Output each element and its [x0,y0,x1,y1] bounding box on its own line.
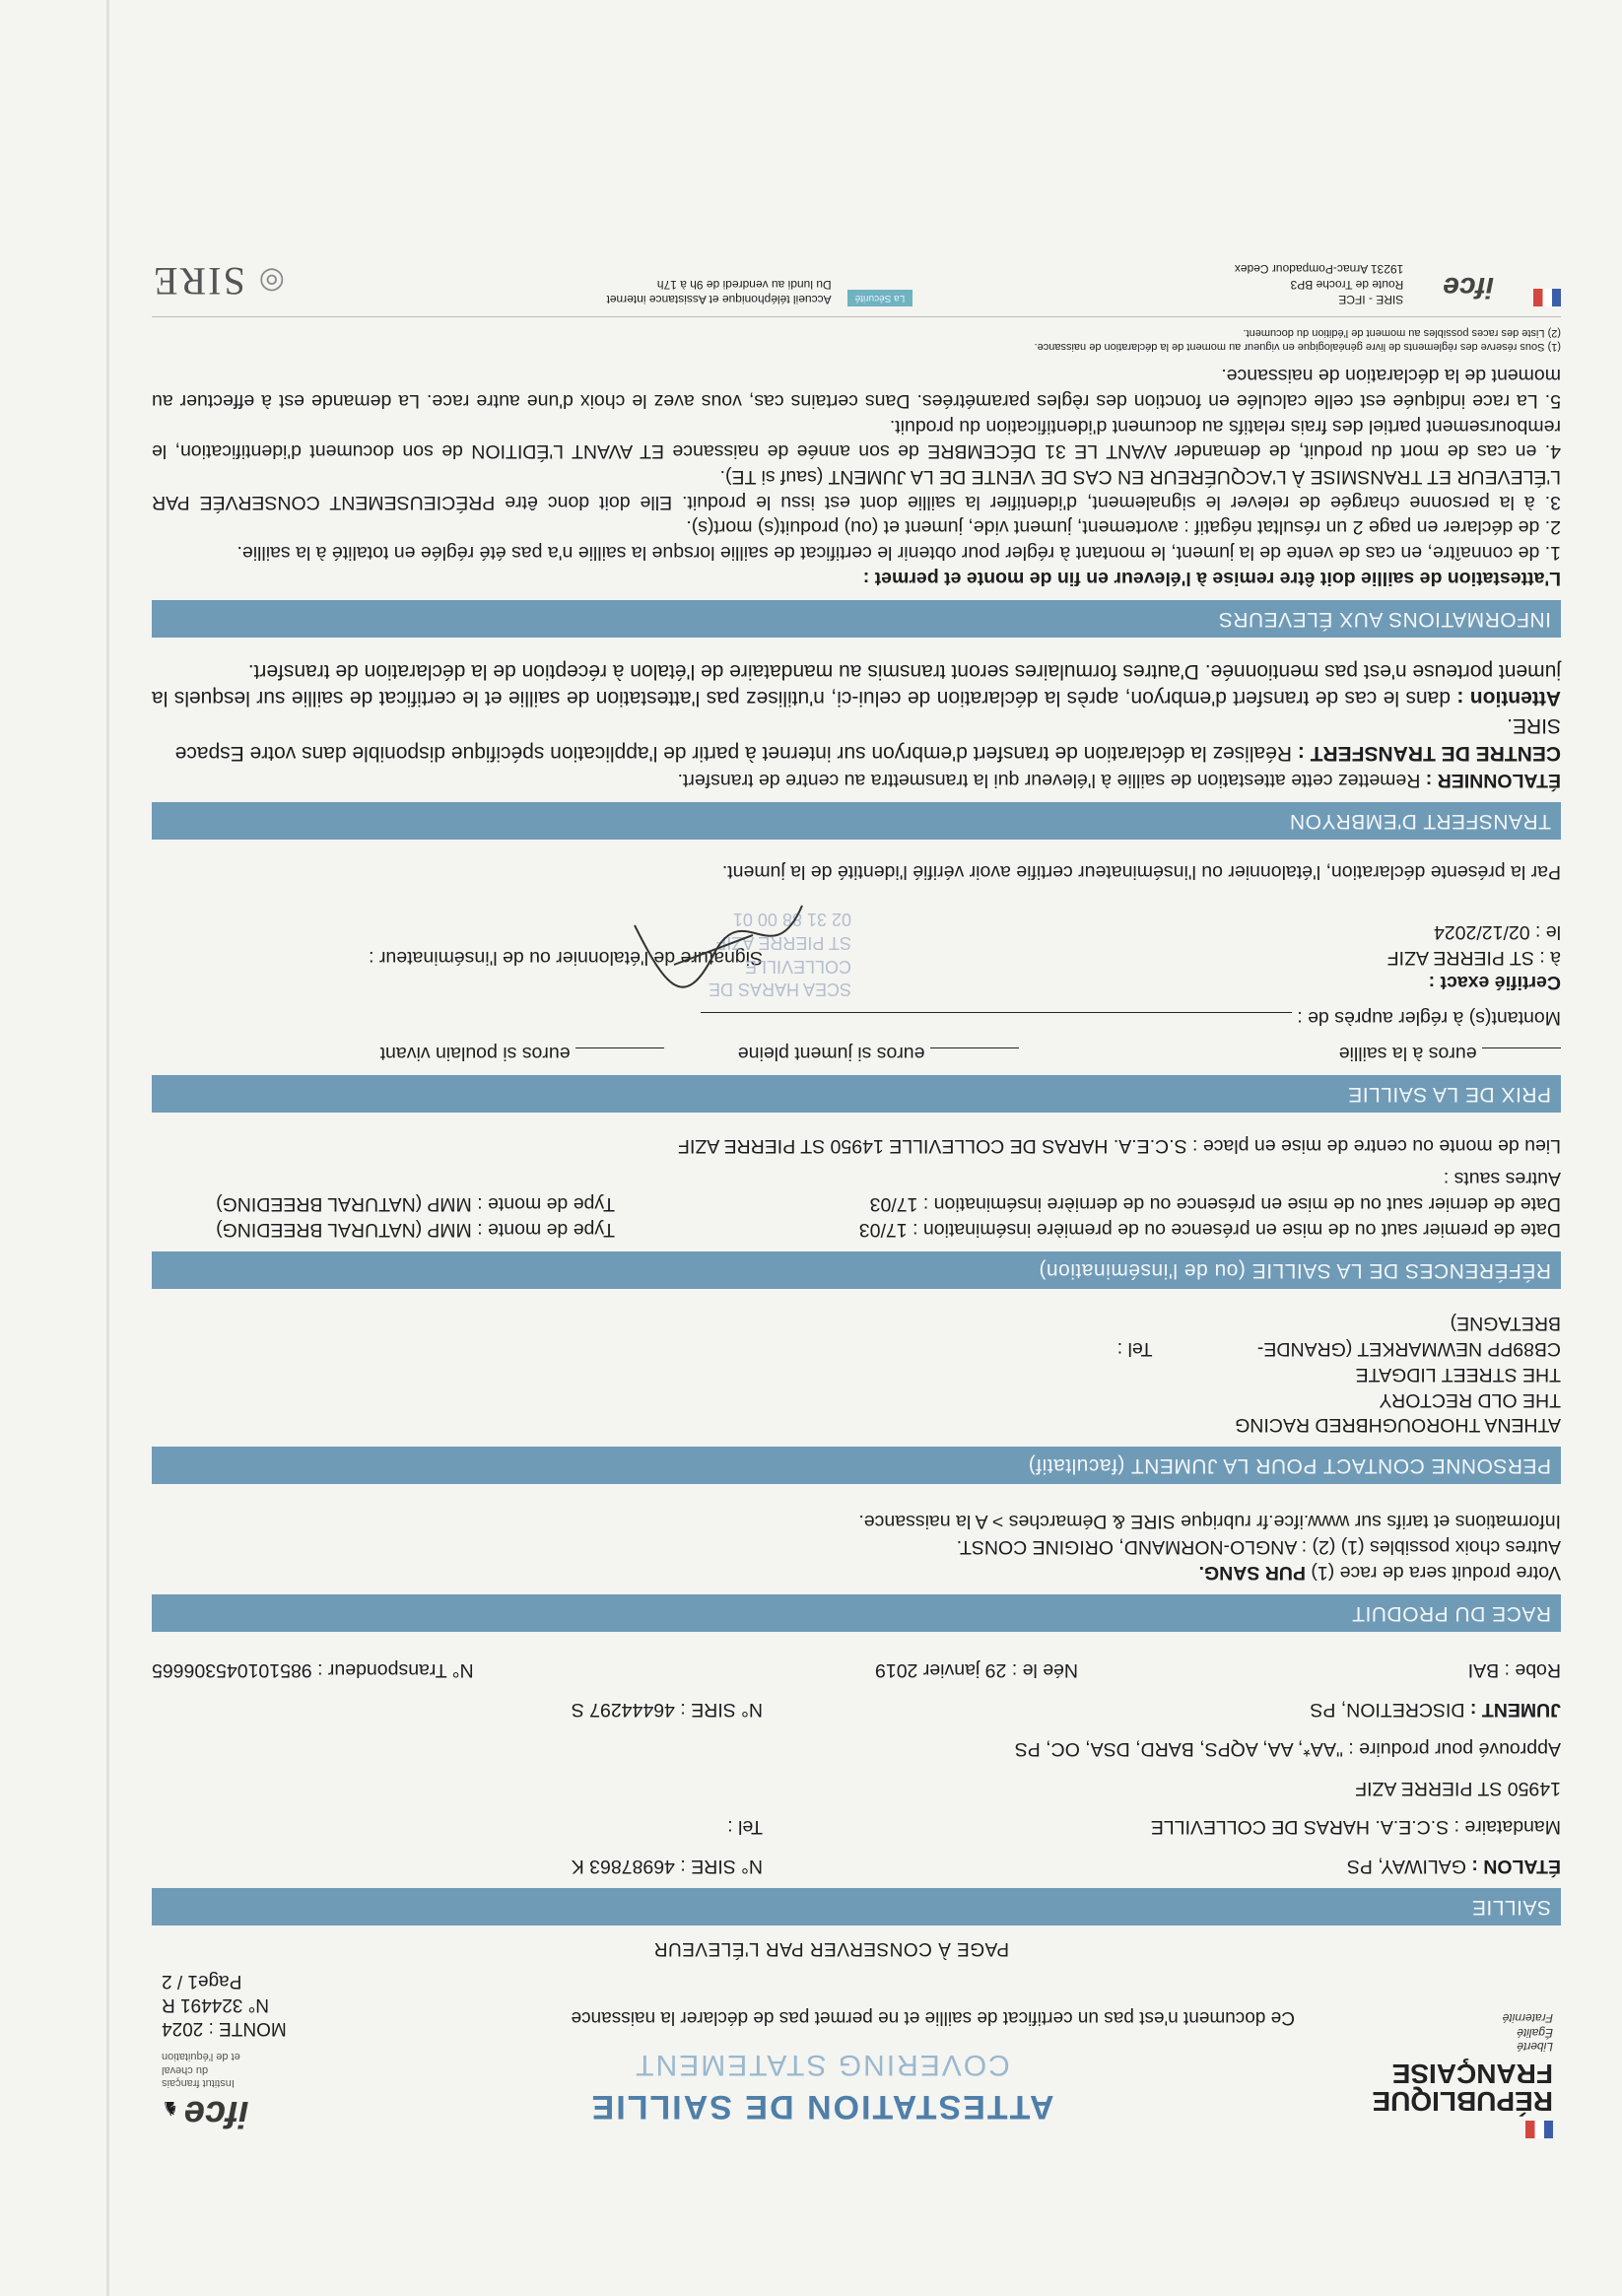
etalonnier-text [152,767,1561,792]
footer-accueil: Accueil téléphonique et Assistance internet [606,293,832,307]
infos-item: 5. La race indiquée est celle calculée en fonction des règles paramétrées. Dans certains cas, vous avez le choix d'une autre race. La demande est à effectuer au moment de la déclaration de naissance. [152,365,1561,412]
document-number: N° 324491 R [162,1994,269,2016]
footer-hours: Du lundi au vendredi de 9h à 17h [656,277,832,292]
footer-addr2: 19231 Arnac-Pompadour Cedex [1234,262,1404,277]
contact-line: THE STREET LIDGATE [1355,1363,1561,1385]
etalonnier-body: Remettez cette attestation de saillie à l'éleveur qui la transmettra au centre de transfert. [677,769,1426,791]
jument-sire: N° SIRE : 46444297 S [571,1699,763,1722]
document-content [152,255,1561,2148]
page-number: Page1 / 2 [162,1971,242,1992]
race-line3: Informations et tarifs sur www.ifce.fr rubrique SIRE & Démarches > A la naissance. [858,1511,1561,1533]
band-saillie: SAILLIE [152,1888,1561,1925]
rf-line2: FRANÇAISE [1391,2059,1553,2089]
infos-item: 4. en cas de mort du produit, de demander AVANT LE 31 DÉCEMBRE de son année de naissance ET AVANT L'ÉDITION de son document d'identification, le remboursement partiel des frais relatifs au document d'identification du produit. [152,415,1561,463]
page-label: PAGE À CONSERVER PAR L'ÉLEVEUR [653,1938,1009,1959]
stamp-line: 02 31 88 00 01 [732,910,851,930]
prix-poulain-vivant: euros si poulain vivant [379,1042,571,1064]
stamp-line: ST PIERRE AZIF [715,932,851,953]
jument-label: JUMENT : [1469,1699,1561,1722]
sire-horse-icon: ◎ [258,264,285,298]
stamp-line: COLLEVILLE [744,956,851,977]
premier-saut: Date de premier saut ou de mise en présence ou de première insémination : 17/03 [858,1218,1561,1241]
motto-egalite: Égalité [1517,2025,1553,2040]
mandataire-address: 14950 ST PIERRE AZIF [1355,1777,1561,1799]
centre-label: CENTRE DE TRANSFERT : [1297,741,1561,765]
contact-line: CB89PP NEWMARKET (GRANDE-BRETAGNE) [1256,1313,1561,1361]
nee: Née le : 29 janvier 2019 [875,1659,1078,1682]
prix-saillie: euros à la saillie [1338,1042,1477,1064]
footer-ifce-logo: ifce [1443,271,1494,304]
band-race: RACE DU PRODUIT [152,1594,1561,1632]
certifie-label: Certifié exact : [1428,972,1561,994]
notice-text: Ce document n'est pas un certificat de saillie et ne permet pas de déclarer la naissance [571,2007,1295,2028]
contact-tel: Tel : [1116,1338,1153,1361]
dernier-row [152,1190,1561,1216]
footer-contact [606,276,831,306]
document-title-block [516,2046,1127,2128]
signature-block [152,884,1561,1000]
autres-sauts: Autres sauts : [1443,1168,1561,1190]
document-title: ATTESTATION DE SAILLIE [589,2088,1054,2126]
band-transfert: TRANSFERT D'EMBRYON [152,802,1561,840]
dernier-saut: Date de dernier saut ou de mise en présence ou de dernière insémination : 17/03 [869,1192,1561,1215]
infos-intro: L'attestation de saillie doit être remise à l'éleveur en fin de monte et permet : [862,567,1561,589]
document-subtitle: COVERING STATEMENT [634,2049,1010,2082]
ifce-caption-2: du cheval [162,2063,209,2076]
race-value: PUR SANG. [1198,1561,1306,1584]
stamp-line: SCEA HARAS DE [708,979,851,1000]
montants-label: Montant(s) à régler auprès de : [1297,1007,1561,1030]
etalon-row [152,1853,1561,1878]
jument-value: DISCRETION, PS [1310,1699,1465,1722]
mandataire-tel: Tel : [727,1816,763,1839]
motto-fraternite: Fraternité [1502,2011,1553,2026]
ifce-wordmark: ifce [183,2093,249,2134]
mandataire: Mandataire : S.C.E.A. HARAS DE COLLEVILLE [1150,1816,1561,1839]
monte-year: MONTE : 2024 [162,2018,287,2039]
horse-rider-icon: ♞ [162,2097,179,2119]
prix-jument-pleine: euros si jument pleine [737,1042,925,1064]
footer-addr1: Route de Troche BP3 [1290,277,1404,292]
race-prefix: Votre produit sera de race (1) [1305,1561,1561,1584]
band-contact: PERSONNE CONTACT POUR LA JUMENT (facultatif) [152,1447,1561,1484]
robe: Robe : BAI [1467,1659,1561,1682]
sire-logo: SIRE [152,259,245,304]
montants-row [152,1004,1561,1030]
attention-text [152,657,1561,711]
motto-liberte: Liberté [1517,2040,1553,2054]
footer [152,255,1561,318]
handwritten-signature [615,886,812,994]
declaration-text: Par la présente déclaration, l'étalonnier ou l'inséminateur certifie avoir vérifié l'identité de la jument. [721,861,1561,884]
centre-body: Réalisez la déclaration de transfert d'embryon sur internet à partir de l'application spécifique disponible dans votre Espace SIRE. [174,714,1561,765]
certifie-le: le : 02/12/2024 [1433,920,1561,943]
etalonnier-label: ÉTALONNIER : [1425,769,1561,791]
marianne-flag-icon [1525,2121,1553,2138]
transpondeur: N° Transpondeur : 985101045306665 [152,1659,474,1682]
prix-row [152,1040,1561,1065]
attention-label: Attention : [1456,687,1561,710]
contact-line: ATHENA THOROUGHBRED RACING [1235,1414,1561,1437]
lieu-signature-row [152,944,1561,970]
footer-org: SIRE - IFCE [1338,293,1404,307]
etalon-sire: N° SIRE : 46987863 K [571,1856,763,1877]
contact-line: THE OLD RECTORY [1379,1388,1561,1411]
rf-line1: RÉPUBLIQUE [1372,2086,1553,2117]
ifce-caption-3: et de l'équitation [162,2051,240,2063]
mandataire-row [152,1814,1561,1840]
footnote-1: (1) Sous réserve des règlements de livre généalogique en vigueur au moment de la déclaration de naissance. [1034,341,1561,354]
republique-francaise-logo [1372,2011,1553,2138]
race-line1 [152,1559,1561,1585]
jument-row [152,1696,1561,1722]
band-infos: INFORMATIONS AUX ÉLEVEURS [152,600,1561,638]
dernier-type: Type de monte : MMP (NATURAL BREEDING) [216,1192,615,1215]
centre-text [152,711,1561,766]
etalon-label: ÉTALON : [1471,1856,1561,1877]
footer-address [1235,261,1403,307]
band-references: RÉFÉRENCES DE LA SAILLIE (ou de l'insémination) [152,1251,1561,1289]
infos-item: 1. de connaître, en cas de vente de la jument, le montant à régler pour obtenir le certificat de saillie lorsque la saillie n'a pas été réglée en totalité à la saillie. [237,542,1561,565]
infos-item: 2. de déclarer en page 2 un résultat négatif : avortement, jument vide, jument et (ou) produit(s) mort(s). [686,516,1561,539]
signature-label: Signature de l'étalonnier ou de l'inséminateur : [369,946,763,969]
contact-last-row [152,1311,1561,1361]
premier-row [152,1216,1561,1242]
ifce-logo [162,2050,408,2138]
ifce-caption-1: Institut français [162,2076,235,2089]
document-meta [162,1970,287,2040]
robe-row [152,1657,1561,1683]
certifie-a: à : ST PIERRE AZIF [1386,946,1561,969]
attention-body: dans le cas de transfert d'embryon, après la déclaration de celui-ci, n'utilisez pas l'attestation de saillie et le certificat de saillie sur lesquels la jument porteuse n'est pas mentionnée. D'autres formulaires seront transmis au mandataire de l'étalon à réception de la déclaration de transfert. [152,659,1561,710]
document-header [152,1931,1561,2148]
lieu-monte: Lieu de monte ou centre de mise en place : S.C.E.A. HARAS DE COLLEVILLE 14950 ST PIERRE AZIF [677,1134,1561,1157]
footer-flag-icon [1533,289,1561,306]
etalon-value: GALIWAY, PS [1346,1856,1466,1877]
approuve-text: Approuvé pour produire : "AA*, AA, AQPS, BARD, DSA, OC, PS [1014,1737,1561,1760]
footnote-2: (2) Liste des races possibles au moment de l'édition du document. [1243,326,1561,339]
band-prix: PRIX DE LA SAILLIE [152,1075,1561,1113]
race-line2: Autres choix possibles (1) (2) : ANGLO-NORMAND, ORIGINE CONST. [956,1535,1561,1558]
infos-item: 3. à la personne chargée de relever le signalement, d'identifier la saillie dont est issu le produit. Elle doit donc être PRÉCIEUSEMENT CONSERVÉE PAR L'ÉLEVEUR ET TRANSMISE À L'ACQUÉREUR EN CAS DE VENTE DE LA JUMENT (sauf si TE). [152,466,1561,513]
footer-badge: La Sécurité [847,290,913,306]
premier-type: Type de monte : MMP (NATURAL BREEDING) [216,1218,615,1241]
